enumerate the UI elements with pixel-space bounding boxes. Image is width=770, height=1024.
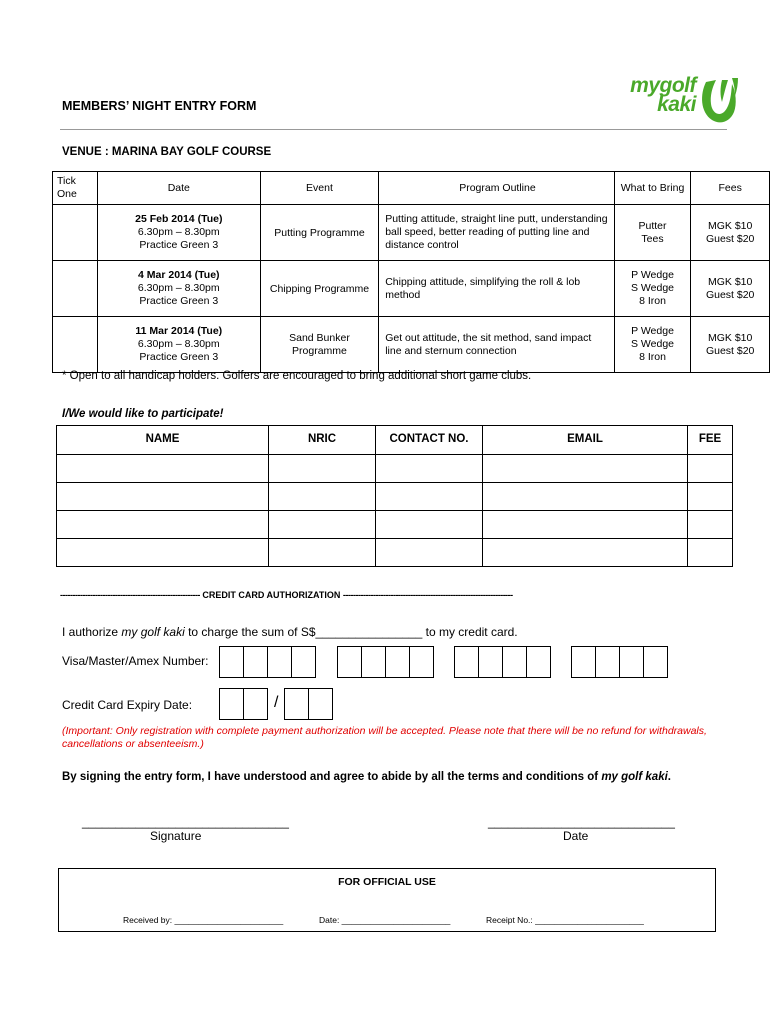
program-fees xyxy=(691,317,770,373)
card-number-group-2[interactable] xyxy=(338,646,434,678)
contact-input[interactable] xyxy=(376,539,483,567)
program-row xyxy=(53,317,770,373)
bring-item: S Wedge xyxy=(631,282,675,294)
program-location: Practice Green 3 xyxy=(139,295,219,307)
bring-item: S Wedge xyxy=(631,338,675,350)
header-email: EMAIL xyxy=(483,426,688,455)
date-cell xyxy=(97,205,260,261)
header-fee: FEE xyxy=(688,426,733,455)
signature-line[interactable]: _______________________________ xyxy=(82,815,289,829)
agreement-name: my golf kaki xyxy=(601,771,668,783)
important-notice: (Important: Only registration with complete payment authorization will be accepted. Please note that there will be no refund for withdrawals, cancellations or absenteeism.) xyxy=(62,725,707,750)
card-number-group-1[interactable] xyxy=(220,646,316,678)
email-input[interactable] xyxy=(483,539,688,567)
digit-box[interactable] xyxy=(643,646,668,678)
digit-box[interactable] xyxy=(571,646,596,678)
digit-box[interactable] xyxy=(619,646,644,678)
fee-member: MGK $10 xyxy=(707,275,753,288)
program-table xyxy=(52,171,770,373)
agreement-text: By signing the entry form, I have understood and agree to abide by all the terms and conditions of xyxy=(62,771,599,783)
name-input[interactable] xyxy=(57,483,269,511)
official-use-box xyxy=(58,868,716,932)
digit-box[interactable] xyxy=(385,646,410,678)
program-outline: Get out attitude, the sit method, sand impact line and sternum connection xyxy=(379,317,614,373)
digit-box[interactable] xyxy=(219,688,244,720)
digit-box[interactable] xyxy=(454,646,479,678)
digit-box[interactable] xyxy=(308,688,333,720)
bring-item: 8 Iron xyxy=(639,295,666,307)
program-fees xyxy=(691,205,770,261)
nric-input[interactable] xyxy=(269,483,376,511)
tick-cell[interactable] xyxy=(53,205,98,261)
program-location: Practice Green 3 xyxy=(139,351,219,363)
program-outline: Putting attitude, straight line putt, understanding ball speed, better reading of putting line and distance control xyxy=(379,205,614,261)
date-cell xyxy=(97,317,260,373)
header-nric: NRIC xyxy=(269,426,376,455)
credit-card-title: CREDIT CARD AUTHORIZATION xyxy=(202,590,341,600)
name-input[interactable] xyxy=(57,539,269,567)
expiry-month[interactable] xyxy=(220,688,268,720)
name-input[interactable] xyxy=(57,455,269,483)
date-cell xyxy=(97,261,260,317)
date-line[interactable]: ____________________________ xyxy=(488,815,675,829)
fee-guest: Guest $20 xyxy=(705,344,755,357)
nric-input[interactable] xyxy=(269,539,376,567)
digit-box[interactable] xyxy=(291,646,316,678)
participate-heading: I/We would like to participate! xyxy=(62,408,224,420)
header-name: NAME xyxy=(57,426,269,455)
logo-line-2: kaki xyxy=(657,93,696,116)
received-by-field: Received by: _______________________ xyxy=(123,915,284,925)
bring-item: Putter xyxy=(638,219,667,232)
program-event: Chipping Programme xyxy=(260,261,378,317)
program-fees xyxy=(691,261,770,317)
tick-cell[interactable] xyxy=(53,261,98,317)
program-event: Putting Programme xyxy=(260,205,378,261)
digit-box[interactable] xyxy=(361,646,386,678)
nric-input[interactable] xyxy=(269,511,376,539)
fee-member: MGK $10 xyxy=(707,219,753,232)
authorize-suffix: to charge the sum of S$________________ to my credit card. xyxy=(188,625,518,639)
header-date: Date xyxy=(97,172,260,205)
participant-table xyxy=(56,425,733,567)
email-input[interactable] xyxy=(483,511,688,539)
official-date-field: Date: _______________________ xyxy=(319,915,451,925)
program-row xyxy=(53,205,770,261)
digit-box[interactable] xyxy=(267,646,292,678)
digit-box[interactable] xyxy=(284,688,309,720)
form-title: MEMBERS’ NIGHT ENTRY FORM xyxy=(62,99,257,113)
expiry-slash: / xyxy=(274,694,279,711)
tick-cell[interactable] xyxy=(53,317,98,373)
program-outline: Chipping attitude, simplifying the roll & lob method xyxy=(379,261,614,317)
header-fees: Fees xyxy=(691,172,770,205)
fee-input[interactable] xyxy=(688,511,733,539)
program-bring xyxy=(614,317,691,373)
digit-box[interactable] xyxy=(502,646,527,678)
program-table-header xyxy=(53,172,770,205)
digit-box[interactable] xyxy=(595,646,620,678)
program-time: 6.30pm – 8.30pm xyxy=(137,282,220,294)
email-input[interactable] xyxy=(483,483,688,511)
header-outline: Program Outline xyxy=(379,172,614,205)
digit-box[interactable] xyxy=(337,646,362,678)
logo-line-1: mygolf xyxy=(630,74,696,97)
participant-row xyxy=(57,483,733,511)
fee-input[interactable] xyxy=(688,539,733,567)
contact-input[interactable] xyxy=(376,483,483,511)
header-bring: What to Bring xyxy=(614,172,691,205)
expiry-year[interactable] xyxy=(285,688,333,720)
header-divider xyxy=(60,129,727,130)
authorize-name: my golf kaki xyxy=(121,625,185,639)
heading-dashes: -------------------------------------------------------------------- xyxy=(342,590,513,600)
digit-box[interactable] xyxy=(219,646,244,678)
logo-swoosh-icon xyxy=(698,76,742,126)
digit-box[interactable] xyxy=(243,688,268,720)
fee-input[interactable] xyxy=(688,483,733,511)
header-tick: Tick One xyxy=(53,172,98,205)
card-number-group-3[interactable] xyxy=(455,646,551,678)
header-contact: CONTACT NO. xyxy=(376,426,483,455)
participant-row xyxy=(57,511,733,539)
digit-box[interactable] xyxy=(526,646,551,678)
bring-item: P Wedge xyxy=(631,269,674,281)
email-input[interactable] xyxy=(483,455,688,483)
bring-item: 8 Iron xyxy=(639,351,666,363)
program-time: 6.30pm – 8.30pm xyxy=(137,338,220,350)
agreement-statement xyxy=(62,771,671,783)
receipt-no-field: Receipt No.: _______________________ xyxy=(486,915,644,925)
digit-box[interactable] xyxy=(478,646,503,678)
fee-guest: Guest $20 xyxy=(705,288,755,301)
expiry-label: Credit Card Expiry Date: xyxy=(62,698,193,712)
name-input[interactable] xyxy=(57,511,269,539)
program-bring xyxy=(614,205,691,261)
contact-input[interactable] xyxy=(376,511,483,539)
brand-logo xyxy=(590,76,740,126)
fee-input[interactable] xyxy=(688,455,733,483)
program-time: 6.30pm – 8.30pm xyxy=(137,226,220,238)
authorize-statement xyxy=(62,625,518,639)
header-event: Event xyxy=(260,172,378,205)
agreement-end: . xyxy=(667,771,671,783)
handicap-note: * Open to all handicap holders. Golfers are encouraged to bring additional short game clubs. xyxy=(62,370,532,382)
heading-dashes: -------------------------------------------------------- xyxy=(60,590,200,600)
digit-box[interactable] xyxy=(409,646,434,678)
bring-item: P Wedge xyxy=(631,325,674,337)
date-label: Date xyxy=(563,829,589,843)
official-heading: FOR OFFICIAL USE xyxy=(338,876,436,888)
participant-row xyxy=(57,539,733,567)
credit-card-heading xyxy=(60,590,727,600)
participant-header xyxy=(57,426,733,455)
program-row xyxy=(53,261,770,317)
card-number-label: Visa/Master/Amex Number: xyxy=(62,654,209,668)
program-location: Practice Green 3 xyxy=(139,239,219,251)
digit-box[interactable] xyxy=(243,646,268,678)
venue-label: VENUE : MARINA BAY GOLF COURSE xyxy=(62,146,272,158)
participant-row xyxy=(57,455,733,483)
card-number-group-4[interactable] xyxy=(572,646,668,678)
program-date: 25 Feb 2014 (Tue) xyxy=(135,213,223,225)
nric-input[interactable] xyxy=(269,455,376,483)
program-bring xyxy=(614,261,691,317)
program-date: 11 Mar 2014 (Tue) xyxy=(135,325,223,337)
fee-member: MGK $10 xyxy=(707,331,753,344)
fee-guest: Guest $20 xyxy=(705,232,755,245)
program-event: Sand Bunker Programme xyxy=(260,317,378,373)
contact-input[interactable] xyxy=(376,455,483,483)
program-date: 4 Mar 2014 (Tue) xyxy=(138,269,220,281)
bring-item: Tees xyxy=(641,232,664,245)
signature-label: Signature xyxy=(150,829,202,843)
authorize-prefix: I authorize xyxy=(62,625,119,639)
